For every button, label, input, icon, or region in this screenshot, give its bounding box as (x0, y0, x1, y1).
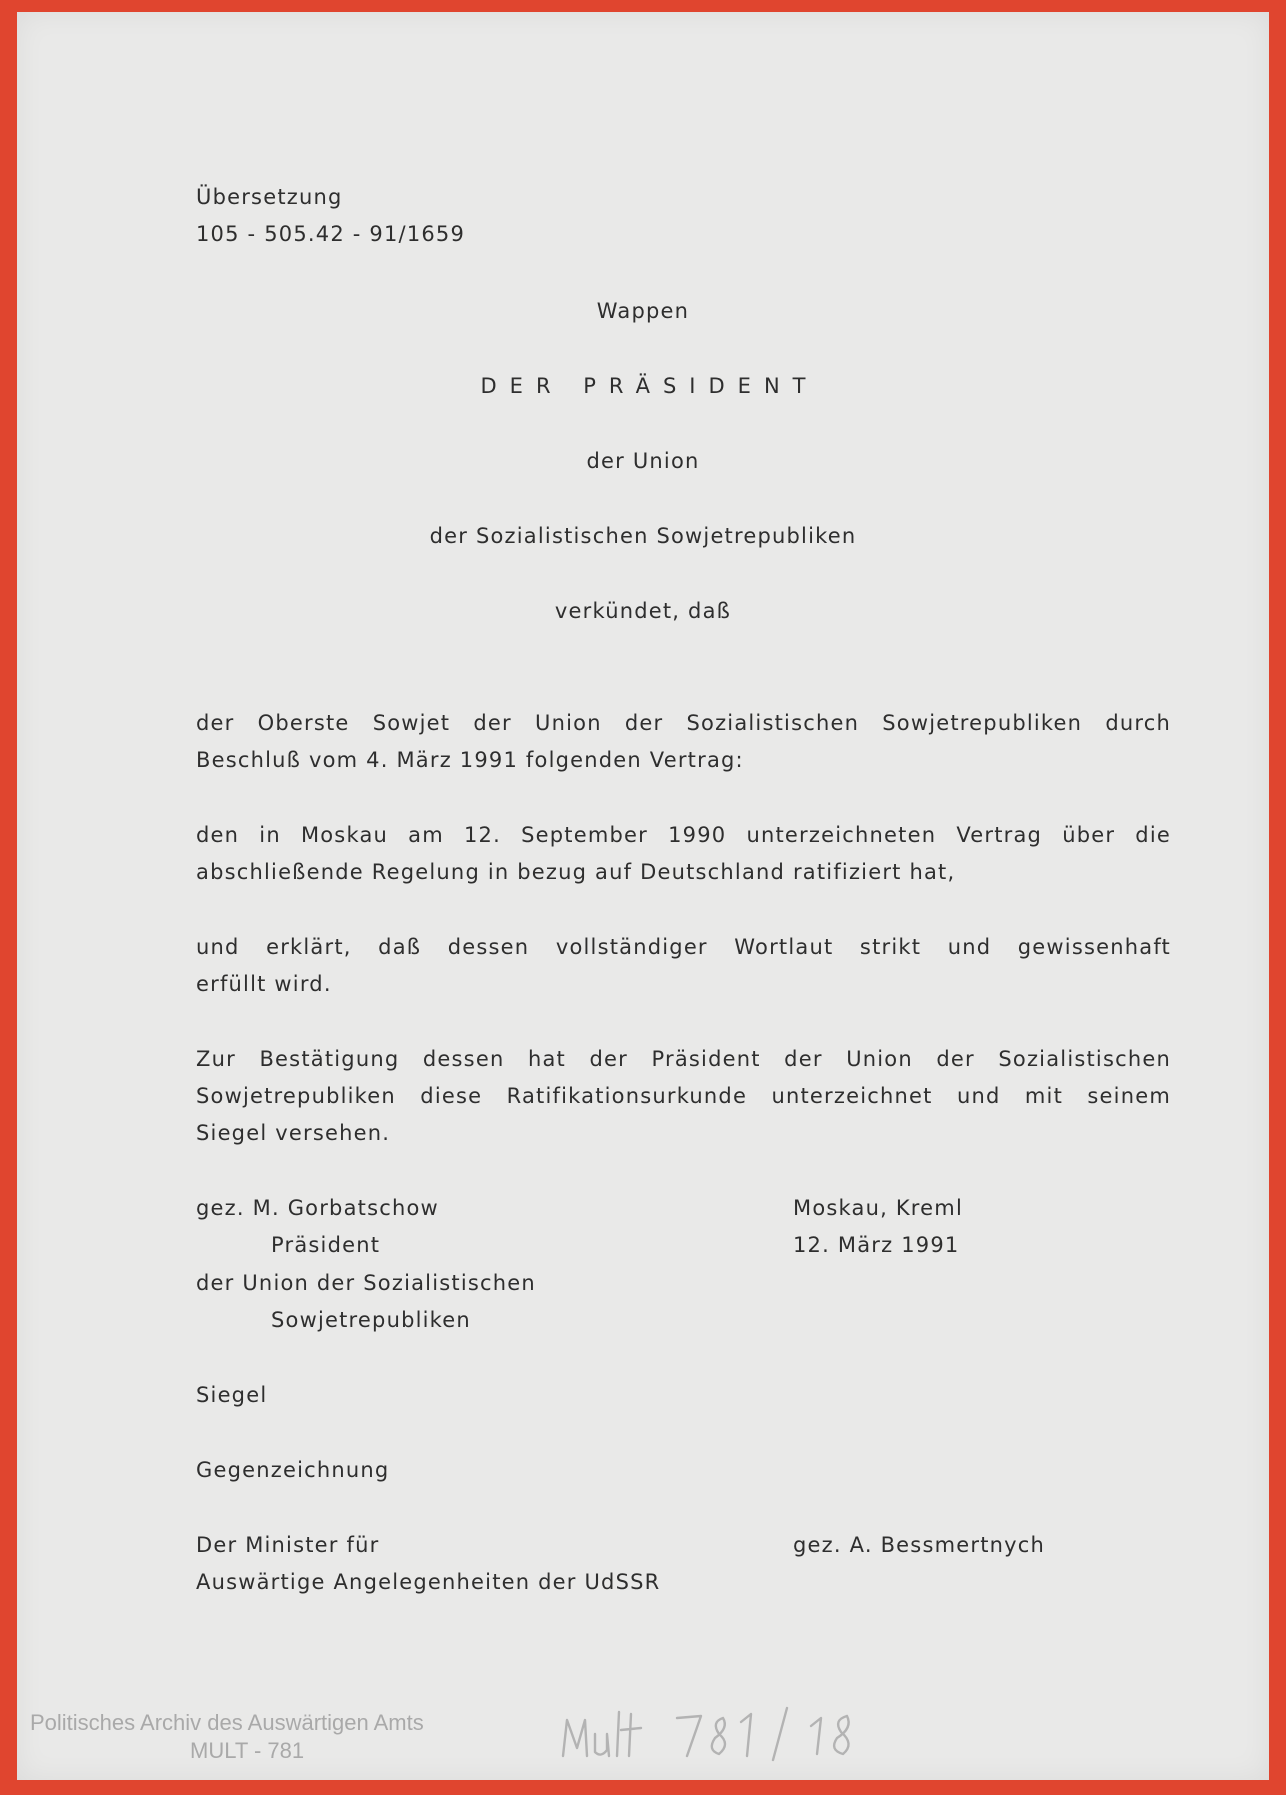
signature-date: 12. März 1991 (793, 1233, 960, 1257)
reference-number: 105 - 505.42 - 91/1659 (196, 222, 466, 246)
minister-line-2: Auswärtige Angelegenheiten der UdSSR (196, 1570, 661, 1594)
union-line: der Union (586, 449, 700, 473)
signature-title-line-3: Sowjetrepubliken (271, 1308, 471, 1332)
signature-gorbachev: gez. M. Gorbatschow (196, 1196, 439, 1220)
translation-label: Übersetzung (196, 185, 343, 209)
paragraph-3-line-2: erfüllt wird. (196, 972, 332, 996)
seal-label: Siegel (196, 1383, 268, 1407)
archive-collection: MULT - 781 (190, 1738, 305, 1763)
signature-place: Moskau, Kreml (793, 1196, 963, 1220)
countersignature-heading: Gegenzeichnung (196, 1458, 390, 1482)
handwritten-archive-note (555, 1698, 885, 1768)
paragraph-2-line-2: abschließende Regelung in bezug auf Deutschland ratifiziert hat, (196, 860, 956, 884)
paragraph-4-line-1: Zur Bestätigung dessen hat der Präsident der Union der Sozialistischen (196, 1047, 1171, 1071)
paragraph-4-line-3: Siegel versehen. (196, 1121, 391, 1145)
proclaims-line: verkündet, daß (554, 599, 732, 623)
republics-line: der Sozialistischen Sowjetrepubliken (429, 524, 857, 548)
president-title: DER PRÄSIDENT (480, 374, 819, 398)
paragraph-2-line-1: den in Moskau am 12. September 1990 unterzeichneten Vertrag über die (196, 823, 1171, 847)
paragraph-4-line-2: Sowjetrepubliken diese Ratifikationsurkunde unterzeichnet und mit seinem (196, 1084, 1171, 1108)
minister-line-1: Der Minister für (196, 1533, 380, 1557)
coat-of-arms-label: Wappen (596, 299, 690, 323)
paragraph-3-line-1: und erklärt, daß dessen vollständiger Wortlaut strikt und gewissenhaft (196, 935, 1171, 959)
paragraph-1-line-2: Beschluß vom 4. März 1991 folgenden Vertrag: (196, 748, 744, 772)
archive-name: Politisches Archiv des Auswärtigen Amts (30, 1710, 424, 1735)
signature-title: Präsident (271, 1233, 381, 1257)
signature-bessmertnych: gez. A. Bessmertnych (793, 1533, 1046, 1557)
paragraph-1-line-1: der Oberste Sowjet der Union der Sozialistischen Sowjetrepubliken durch (196, 711, 1171, 735)
signature-title-line-2: der Union der Sozialistischen (196, 1271, 536, 1295)
document-page (17, 12, 1269, 1780)
